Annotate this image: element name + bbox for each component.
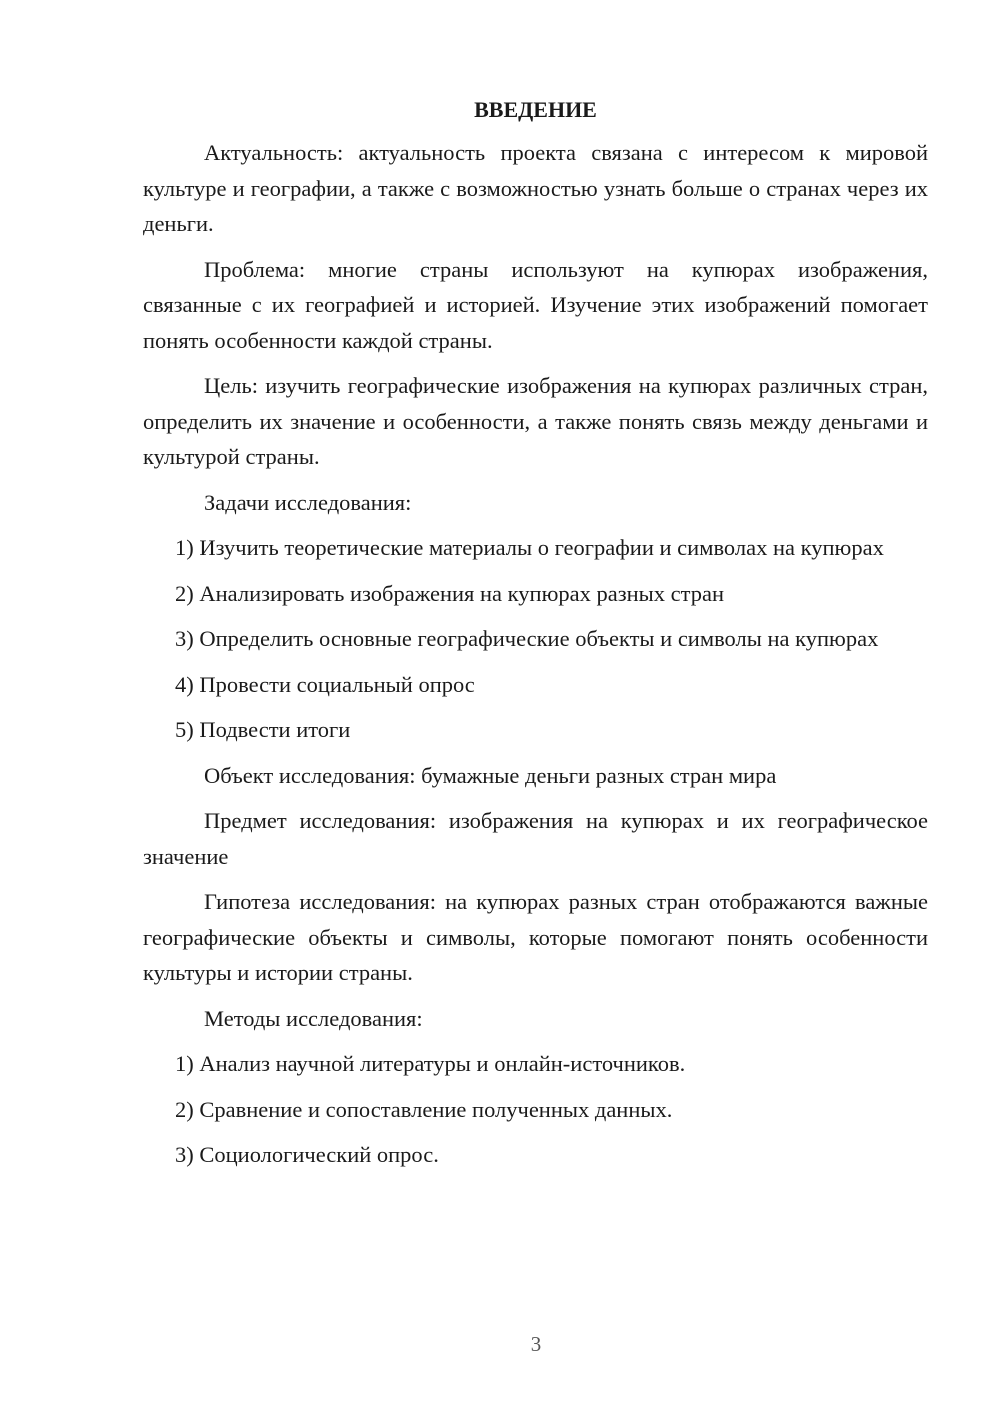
task-item-2: 2) Анализировать изображения на купюрах разных стран: [175, 580, 725, 606]
section-heading: ВВЕДЕНИЕ: [474, 97, 597, 122]
problem-paragraph: Проблема: многие страны используют на купюрах изображения, связанные с их географией и историей. Изучение этих изображений помогает понять особенности каждой страны.: [143, 256, 928, 353]
methods-title: Методы исследования:: [204, 1005, 423, 1031]
method-item-2: 2) Сравнение и сопоставление полученных данных.: [175, 1096, 673, 1122]
task-item-3: 3) Определить основные географические объекты и символы на купюрах: [175, 626, 879, 651]
task-item-1: 1) Изучить теоретические материалы о географии и символах на купюрах: [175, 535, 884, 560]
hypothesis-paragraph: Гипотеза исследования: на купюрах разных стран отображаются важные географические объекты и символы, которые помогают понять особенности культуры и истории страны.: [143, 889, 928, 985]
relevance-paragraph: Актуальность: актуальность проекта связана с интересом к мировой культуре и географии, а также с возможностью узнать больше о странах через их деньги.: [143, 140, 928, 236]
task-item-4: 4) Провести социальный опрос: [175, 671, 475, 697]
page-number: 3: [530, 1332, 542, 1356]
task-item-5: 5) Подвести итоги: [175, 717, 351, 742]
goal-paragraph: Цель: изучить географические изображения на купюрах различных стран, определить их значение и особенности, а также понять связь между деньгами и культурой страны.: [143, 373, 928, 469]
method-item-1: 1) Анализ научной литературы и онлайн-источников.: [175, 1051, 686, 1076]
object-paragraph: Объект исследования: бумажные деньги разных стран мира: [204, 762, 777, 788]
subject-paragraph: Предмет исследования: изображения на купюрах и их географическое значение: [143, 808, 928, 869]
tasks-title: Задачи исследования:: [204, 489, 412, 515]
method-item-3: 3) Социологический опрос.: [175, 1142, 439, 1167]
page-content: [143, 92, 928, 1183]
